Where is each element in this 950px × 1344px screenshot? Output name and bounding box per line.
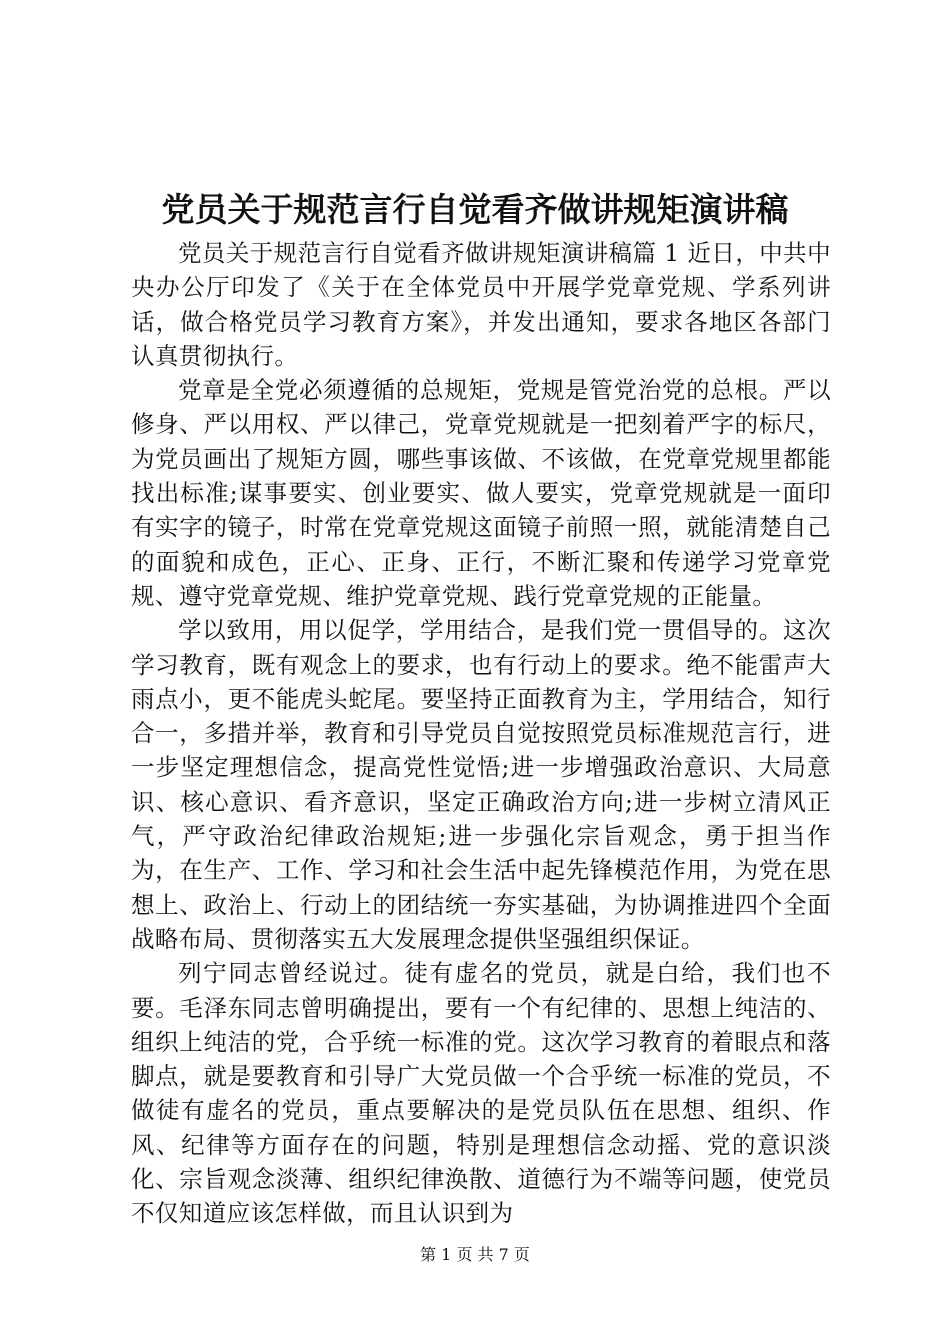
document-body [131,236,831,1231]
paragraph-3: 学以致用，用以促学，学用结合，是我们党一贯倡导的。这次学习教育，既有观念上的要求，也有行动上的要求。绝不能雷声大雨点小，更不能虎头蛇尾。要坚持正面教育为主，学用结合，知行合一，多措并举，教育和引导党员自觉按照党员标准规范言行，进一步坚定理想信念，提高党性觉悟;进一步增强政治意识、大局意识、核心意识、看齐意识，坚定正确政治方向;进一步树立清风正气，严守政治纪律政治规矩;进一步强化宗旨观念，勇于担当作为，在生产、工作、学习和社会生活中起先锋模范作用，为党在思想上、政治上、行动上的团结统一夯实基础，为协调推进四个全面战略布局、贯彻落实五大发展理念提供坚强组织保证。 [131,616,831,953]
paragraph-1: 党员关于规范言行自觉看齐做讲规矩演讲稿篇 1 近日，中共中央办公厅印发了《关于在全体党员中开展学党章党规、学系列讲话，做合格党员学习教育方案》，并发出通知，要求各地区各部门认真贯彻执行。 [131,239,831,370]
page-number: 第 1 页 共 7 页 [420,1245,530,1264]
document-title: 党员关于规范言行自觉看齐做讲规矩演讲稿 [161,190,789,229]
paragraph-4: 列宁同志曾经说过。徒有虚名的党员，就是白给，我们也不要。毛泽东同志曾明确提出，要有一个有纪律的、思想上纯洁的、组织上纯洁的党，合乎统一标准的党。这次学习教育的着眼点和落脚点，就是要教育和引导广大党员做一个合乎统一标准的党员，不做徒有虚名的党员，重点要解决的是党员队伍在思想、组织、作风、纪律等方面存在的问题，特别是理想信念动摇、党的意识淡化、宗旨观念淡薄、组织纪律涣散、道德行为不端等问题，使党员不仅知道应该怎样做，而且认识到为 [131,959,831,1228]
paragraph-2: 党章是全党必须遵循的总规矩，党规是管党治党的总根。严以修身、严以用权、严以律己，党章党规就是一把刻着严字的标尺，为党员画出了规矩方圆，哪些事该做、不该做，在党章党规里都能找出标准;谋事要实、创业要实、做人要实，党章党规就是一面印有实字的镜子，时常在党章党规这面镜子前照一照，就能清楚自己的面貌和成色，正心、正身、正行，不断汇聚和传递学习党章党规、遵守党章党规、维护党章党规、践行党章党规的正能量。 [131,376,831,610]
